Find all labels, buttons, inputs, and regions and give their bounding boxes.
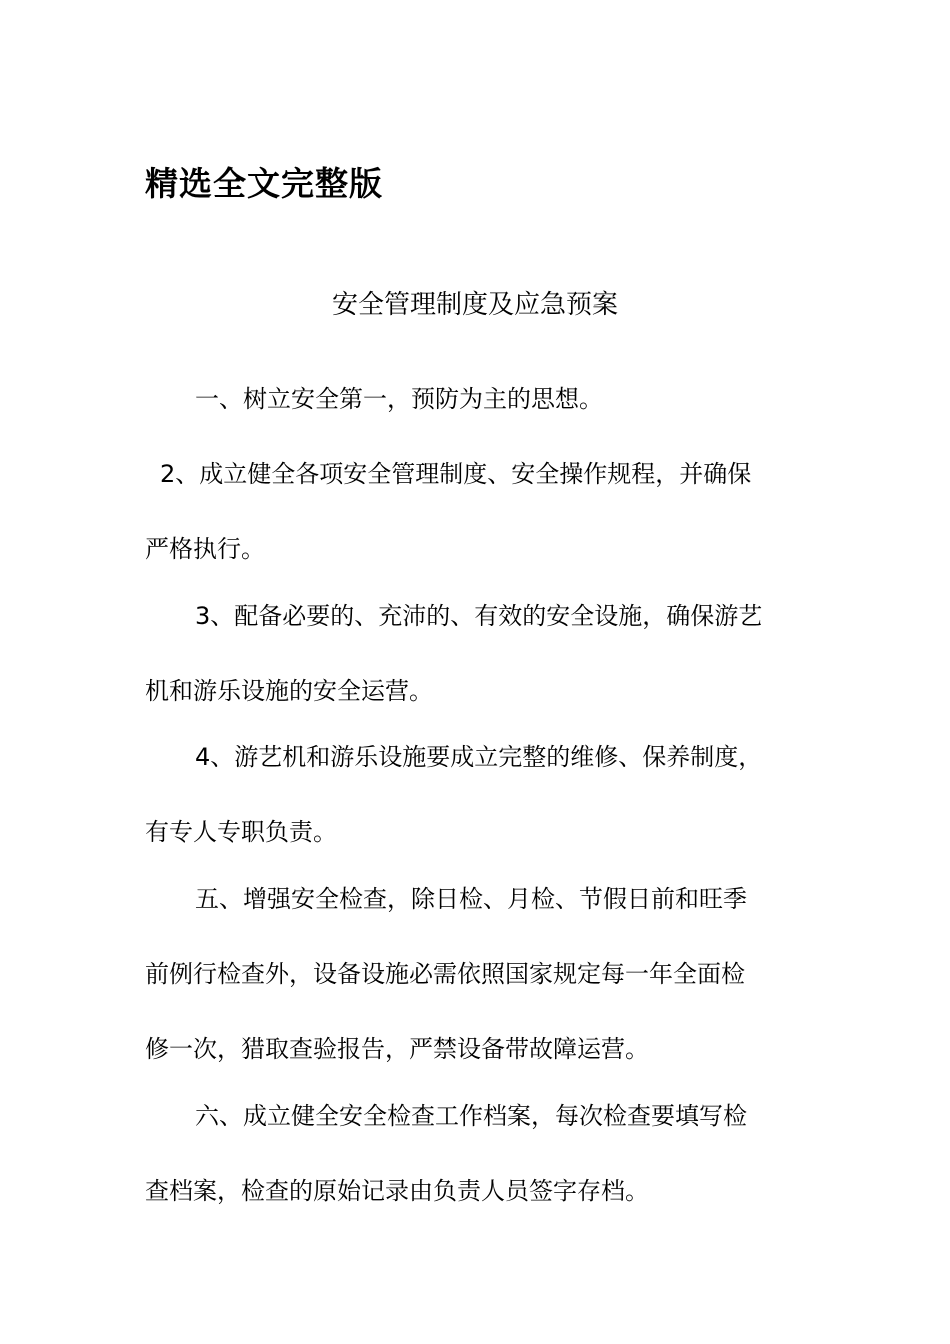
paragraph-6-line-1: 六、成立健全安全检查工作档案，每次检查要填写检 (195, 1102, 747, 1130)
paragraph-3-line-1: 3、配备必要的、充沛的、有效的安全设施，确保游艺 (195, 602, 763, 630)
paragraph-1-line-1: 一、树立安全第一，预防为主的思想。 (195, 385, 603, 413)
paragraph-6-line-2: 查档案，检查的原始记录由负责人员签字存档。 (145, 1177, 649, 1205)
paragraph-4-line-2: 有专人专职负责。 (145, 818, 337, 846)
paragraph-5-line-2: 前例行检查外，设备设施必需依照国家规定每一年全面检 (145, 960, 745, 988)
banner-heading: 精选全文完整版 (145, 164, 383, 203)
document-title: 安全管理制度及应急预案 (331, 290, 618, 320)
paragraph-4-line-1: 4、游艺机和游乐设施要成立完整的维修、保养制度， (195, 743, 763, 771)
paragraph-2-line-1: 2、成立健全各项安全管理制度、安全操作规程，并确保 (160, 460, 752, 488)
paragraph-5-line-3: 修一次，猎取查验报告，严禁设备带故障运营。 (145, 1035, 649, 1063)
paragraph-3-line-2: 机和游乐设施的安全运营。 (145, 677, 433, 705)
paragraph-2-line-2: 严格执行。 (145, 535, 265, 563)
paragraph-5-line-1: 五、增强安全检查，除日检、月检、节假日前和旺季 (195, 885, 747, 913)
